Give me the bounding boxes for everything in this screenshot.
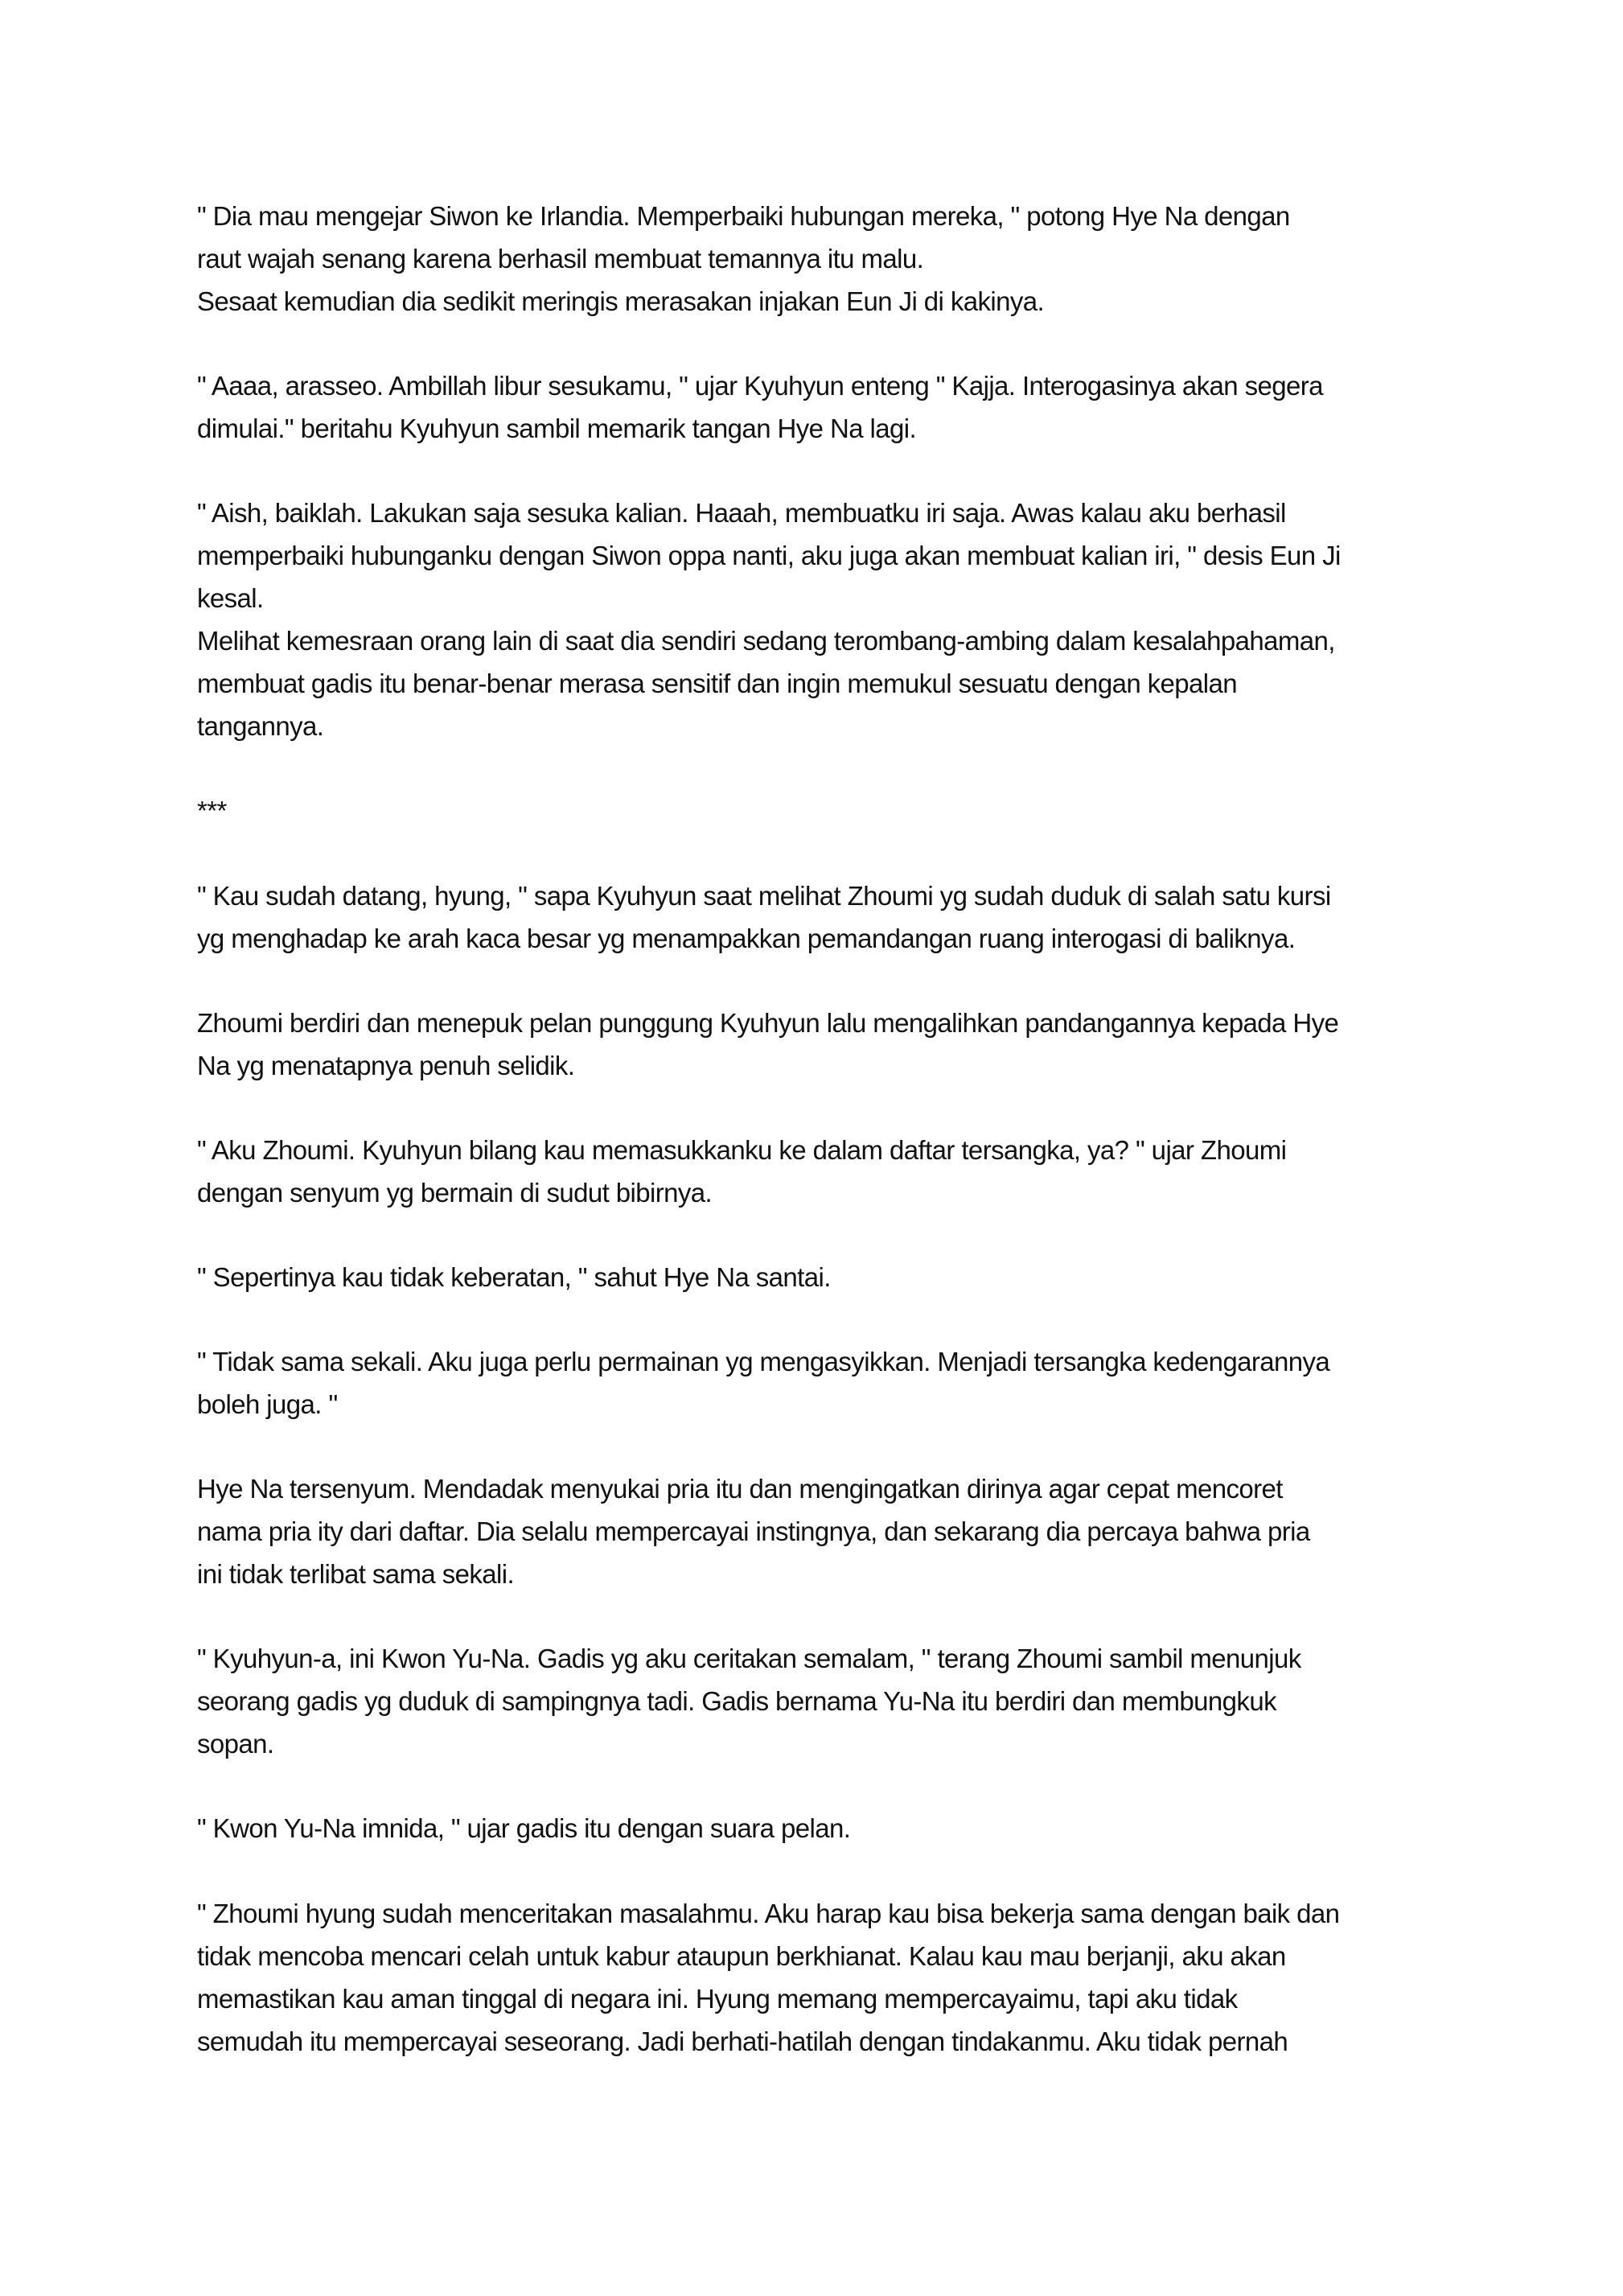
- text-line: sopan.: [197, 1729, 274, 1759]
- text-line: Zhoumi berdiri dan menepuk pelan punggung Kyuhyun lalu mengalihkan pandangannya kepada Hye: [197, 1008, 1339, 1038]
- text-line: memastikan kau aman tinggal di negara ini. Hyung memang mempercayaimu, tapi aku tidak: [197, 1984, 1238, 2014]
- text-line: tangannya.: [197, 711, 324, 741]
- text-line: Sesaat kemudian dia sedikit meringis merasakan injakan Eun Ji di kakinya.: [197, 286, 1045, 316]
- text-line: Na yg menatapnya penuh selidik.: [197, 1051, 575, 1080]
- text-line: nama pria ity dari daftar. Dia selalu mempercayai instingnya, dan sekarang dia percaya bahwa pria: [197, 1516, 1310, 1546]
- text-line: " Aish, baiklah. Lakukan saja sesuka kalian. Haaah, membuatku iri saja. Awas kalau aku berhasil: [197, 498, 1286, 528]
- text-line: " Dia mau mengejar Siwon ke Irlandia. Memperbaiki hubungan mereka, " potong Hye Na dengan: [197, 201, 1290, 231]
- text-line: " Kau sudah datang, hyung, " sapa Kyuhyun saat melihat Zhoumi yg sudah duduk di salah satu kursi: [197, 881, 1331, 911]
- text-line: membuat gadis itu benar-benar merasa sensitif dan ingin memukul sesuatu dengan kepalan: [197, 669, 1238, 698]
- text-line: yg menghadap ke arah kaca besar yg menampakkan pemandangan ruang interogasi di baliknya.: [197, 924, 1296, 953]
- text-line: " Kwon Yu-Na imnida, " ujar gadis itu dengan suara pelan.: [197, 1813, 851, 1843]
- text-line: kesal.: [197, 583, 264, 613]
- text-line: ini tidak terlibat sama sekali.: [197, 1559, 515, 1589]
- text-line: raut wajah senang karena berhasil membuat temannya itu malu.: [197, 244, 924, 274]
- text-line: " Sepertinya kau tidak keberatan, " sahut Hye Na santai.: [197, 1262, 831, 1292]
- text-line: boleh juga. ": [197, 1389, 338, 1419]
- text-line: semudah itu mempercayai seseorang. Jadi berhati-hatilah dengan tindakanmu. Aku tidak pernah: [197, 2026, 1288, 2056]
- text-line: memperbaiki hubunganku dengan Siwon oppa nanti, aku juga akan membuat kalian iri, " desis Eun Ji: [197, 541, 1341, 570]
- text-line: seorang gadis yg duduk di sampingnya tadi. Gadis bernama Yu-Na itu berdiri dan membungkuk: [197, 1686, 1276, 1716]
- text-line: " Tidak sama sekali. Aku juga perlu permainan yg mengasyikkan. Menjadi tersangka kedengarannya: [197, 1347, 1330, 1376]
- text-line: " Kyuhyun-a, ini Kwon Yu-Na. Gadis yg aku ceritakan semalam, " terang Zhoumi sambil menunjuk: [197, 1644, 1301, 1673]
- text-line: dimulai." beritahu Kyuhyun sambil memarik tangan Hye Na lagi.: [197, 414, 917, 443]
- text-line: tidak mencoba mencari celah untuk kabur ataupun berkhianat. Kalau kau mau berjanji, aku akan: [197, 1941, 1286, 1971]
- text-line: dengan senyum yg bermain di sudut bibirnya.: [197, 1178, 713, 1208]
- text-line: " Aaaa, arasseo. Ambillah libur sesukamu, " ujar Kyuhyun enteng " Kajja. Interogasinya akan segera: [197, 371, 1323, 401]
- text-line: Hye Na tersenyum. Mendadak menyukai pria itu dan mengingatkan dirinya agar cepat mencoret: [197, 1474, 1283, 1504]
- text-line: Melihat kemesraan orang lain di saat dia sendiri sedang terombang-ambing dalam kesalahpahaman,: [197, 626, 1335, 656]
- text-line: " Zhoumi hyung sudah menceritakan masalahmu. Aku harap kau bisa bekerja sama dengan baik dan: [197, 1899, 1340, 1928]
- scene-break: ***: [197, 796, 227, 825]
- text-line: " Aku Zhoumi. Kyuhyun bilang kau memasukkanku ke dalam daftar tersangka, ya? " ujar Zhoumi: [197, 1135, 1287, 1165]
